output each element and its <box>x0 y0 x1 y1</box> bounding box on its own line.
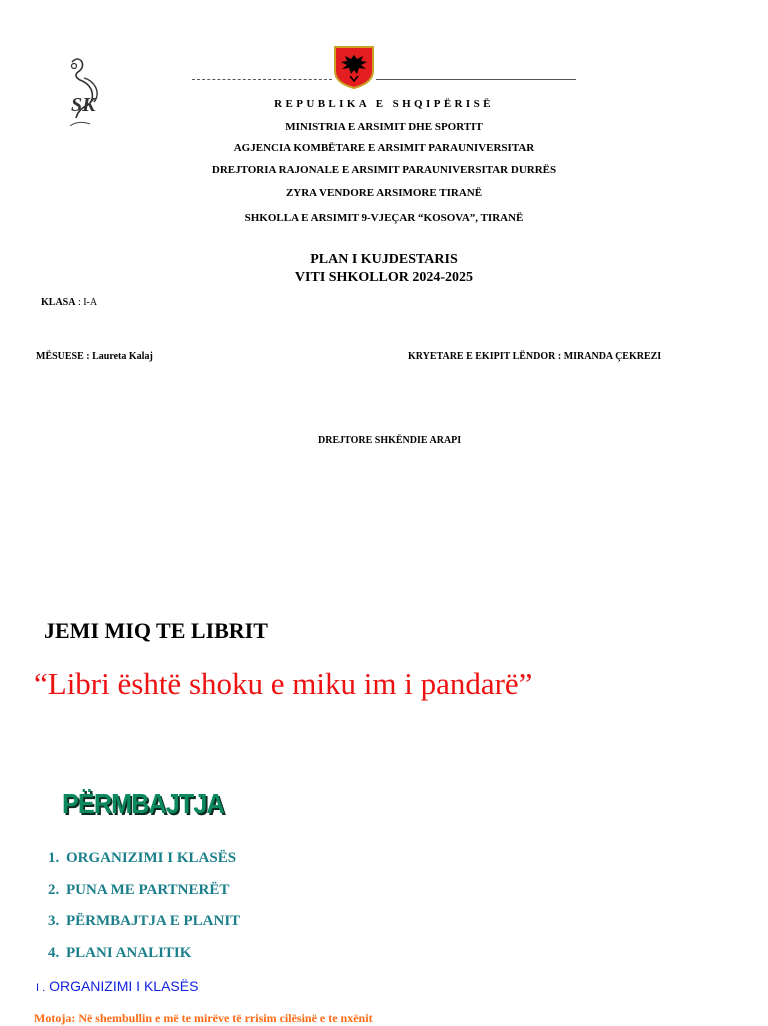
team-lead: KRYETARE E EKIPIT LËNDOR : MIRANDA ÇEKREZI <box>408 351 662 362</box>
regional-directorate-line: DREJTORIA RAJONALE E ARSIMIT PARAUNIVERSITAR DURRËS <box>211 164 557 176</box>
school-year: VITI SHKOLLOR 2024-2025 <box>294 270 474 285</box>
class-label: KLASA <box>41 297 76 308</box>
header-rule-right <box>376 79 576 80</box>
contents-item-label: ORGANIZIMI I KLASËS <box>66 850 237 866</box>
local-office-line: ZYRA VENDORE ARSIMORE TIRANË <box>285 187 483 199</box>
agency-line: AGJENCIA KOMBËTARE E ARSIMIT PARAUNIVERSITAR <box>233 142 535 154</box>
contents-list <box>48 848 240 975</box>
contents-item <box>48 911 240 943</box>
contents-item-number: 3. <box>48 913 60 930</box>
class-info <box>41 297 97 308</box>
albanian-coat-of-arms-icon <box>333 45 375 89</box>
ministry-line: MINISTRIA E ARSIMIT DHE SPORTIT <box>285 121 483 133</box>
contents-heading: PËRMBAJTJA <box>62 788 224 819</box>
motto-line: Motoja: Në shembullin e më te mirëve të rrisim cilësinë e te nxënit <box>34 1011 373 1025</box>
contents-item <box>48 880 240 912</box>
school-name-line: SHKOLLA E ARSIMIT 9-VJEÇAR “KOSOVA”, TIRANË <box>244 212 524 224</box>
contents-item-number: 4. <box>48 945 60 962</box>
contents-item-label: PËRMBAJTJA E PLANIT <box>66 913 241 930</box>
contents-item <box>48 848 240 880</box>
section-heading <box>36 978 198 994</box>
motto-heading: JEMI MIQ TE LIBRIT <box>44 618 268 643</box>
plan-title: PLAN I KUJDESTARIS <box>310 252 458 267</box>
republic-heading: REPUBLIKA E SHQIPËRISË <box>274 98 494 110</box>
contents-item-number: 2. <box>48 881 60 898</box>
section-number: I . <box>36 982 46 994</box>
class-value: : I-A <box>75 297 98 308</box>
director: DREJTORE SHKËNDIE ARAPI <box>318 435 462 446</box>
section-title: ORGANIZIMI I KLASËS <box>49 978 199 994</box>
header-rule-left <box>192 79 332 80</box>
contents-item-label: PUNA ME PARTNERËT <box>66 881 230 898</box>
contents-item-number: 1. <box>48 850 60 866</box>
contents-item <box>48 943 240 975</box>
logo-lettering: SK <box>71 94 96 116</box>
teacher-name: MËSUESE : Laureta Kalaj <box>36 351 153 362</box>
school-logo <box>62 52 106 132</box>
book-quote: “Libri është shoku e miku im i pandarë” <box>34 666 533 701</box>
contents-item-label: PLANI ANALITIK <box>66 945 192 962</box>
